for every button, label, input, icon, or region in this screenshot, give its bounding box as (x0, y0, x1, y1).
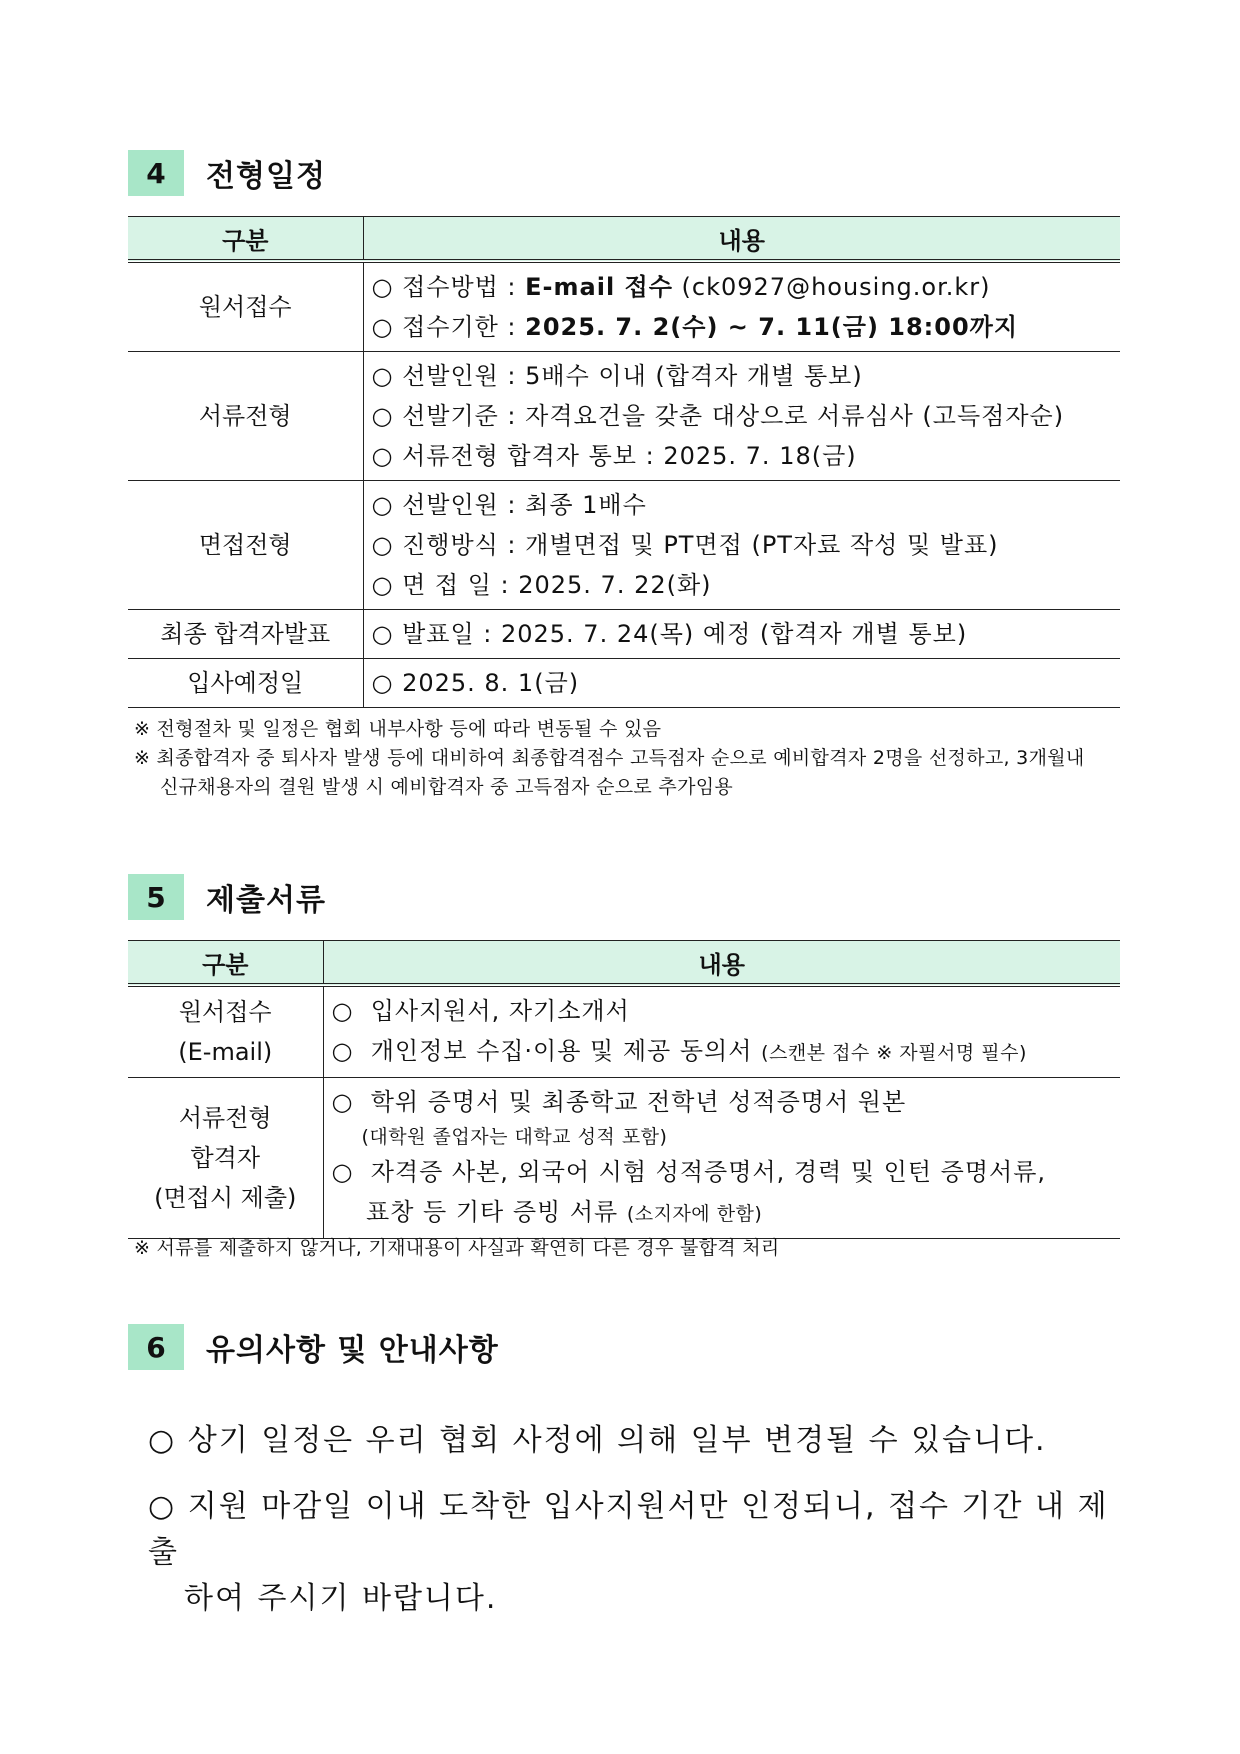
content-line (372, 396, 1121, 436)
column-header-category: 구분 (128, 941, 323, 986)
row-category (128, 985, 323, 1078)
text-segment: ○ 학위 증명서 및 최종학교 전학년 성적증명서 원본 (331, 1088, 907, 1116)
text-segment: (소지자에 한함) (626, 1203, 763, 1225)
category-line: 서류전형 (178, 1104, 272, 1132)
row-content (363, 659, 1120, 708)
row-content (363, 261, 1120, 352)
notice-item (148, 1418, 1128, 1464)
row-content (363, 610, 1120, 659)
table-row (128, 1078, 1120, 1239)
row-category: 최종 합격자발표 (128, 610, 363, 659)
row-category: 원서접수 (128, 261, 363, 352)
note-item (134, 744, 1124, 802)
column-header-content: 내용 (323, 941, 1120, 986)
content-line (332, 1192, 1121, 1234)
table-row (128, 261, 1120, 352)
section-title: 유의사항 및 안내사항 (206, 1333, 499, 1368)
row-category: 서류전형 (128, 352, 363, 481)
text-segment: ○ 진행방식 : 개별면접 및 PT면접 (PT자료 작성 및 발표) (371, 531, 999, 559)
row-content (363, 352, 1120, 481)
text-segment: ○ 선발인원 : 최종 1배수 (371, 491, 647, 519)
text-segment: ○ 선발인원 : 5배수 이내 (합격자 개별 통보) (371, 362, 863, 390)
schedule-notes (134, 715, 1124, 802)
category-line: 합격자 (190, 1144, 261, 1172)
content-line (372, 525, 1121, 565)
table-row (128, 352, 1120, 481)
text-segment: ○ 접수기한 : (371, 313, 526, 341)
table-row (128, 610, 1120, 659)
content-line (332, 1082, 1121, 1122)
text-segment: ○ 발표일 : 2025. 7. 24(목) 예정 (합격자 개별 통보) (371, 620, 968, 648)
section-4-heading (128, 150, 326, 196)
text-segment: ○ 면 접 일 : 2025. 7. 22(화) (371, 571, 712, 599)
row-category (128, 1078, 323, 1239)
note-item (134, 1234, 1124, 1263)
column-header-category: 구분 (128, 217, 363, 262)
row-content (323, 1078, 1120, 1239)
text-segment: ○ 접수방법 : (371, 273, 526, 301)
text-segment: 표창 등 기타 증빙 서류 (331, 1198, 627, 1226)
content-subnote: (대학원 졸업자는 대학교 성적 포함) (361, 1126, 668, 1148)
category-line: (면접시 제출) (154, 1184, 297, 1212)
text-segment: ○ 입사지원서, 자기소개서 (331, 997, 630, 1025)
note-text: ※ 전형절차 및 일정은 협회 내부사항 등에 따라 변동될 수 있음 (134, 718, 662, 740)
category-line: (E-mail) (178, 1038, 273, 1066)
section-title: 전형일정 (206, 159, 326, 194)
section-title: 제출서류 (206, 883, 326, 918)
content-line (372, 356, 1121, 396)
content-line (372, 267, 1121, 307)
notice-continuation: 하여 주시기 바랍니다. (184, 1581, 498, 1616)
section-5-heading (128, 874, 326, 920)
notice-item (148, 1484, 1128, 1622)
text-segment: ○ 서류전형 합격자 통보 : 2025. 7. 18(금) (371, 442, 857, 470)
text-segment: ○ 2025. 8. 1(금) (371, 669, 580, 697)
notice-text: ○ 상기 일정은 우리 협회 사정에 의해 일부 변경될 수 있습니다. (148, 1423, 1047, 1458)
row-content (363, 481, 1120, 610)
content-line (332, 991, 1121, 1031)
notice-text: ○ 지원 마감일 이내 도착한 입사지원서만 인정되니, 접수 기간 내 제출 (148, 1489, 1109, 1570)
table-row (128, 985, 1120, 1078)
section-number: 6 (128, 1324, 184, 1370)
row-category: 면접전형 (128, 481, 363, 610)
content-line (372, 485, 1121, 525)
schedule-table (128, 216, 1120, 708)
text-segment: (스캔본 접수 ※ 자필서명 필수) (761, 1042, 1027, 1064)
note-text: ※ 최종합격자 중 퇴사자 발생 등에 대비하여 최종합격점수 고득점자 순으로 예비합격자 2명을 선정하고, 3개월내 (134, 747, 1085, 769)
note-continuation: 신규채용자의 결원 발생 시 예비합격자 중 고득점자 순으로 추가임용 (160, 776, 734, 798)
row-content (323, 985, 1120, 1078)
section-number: 4 (128, 150, 184, 196)
documents-notes (134, 1234, 1124, 1263)
column-header-content: 내용 (363, 217, 1120, 262)
content-line (372, 436, 1121, 476)
text-segment: (ck0927@housing.or.kr) (672, 273, 991, 301)
content-line (372, 565, 1121, 605)
table-row (128, 481, 1120, 610)
text-segment: ○ 자격증 사본, 외국어 시험 성적증명서, 경력 및 인턴 증명서류, (331, 1158, 1047, 1186)
notice-list (148, 1418, 1128, 1642)
text-segment: ○ 선발기준 : 자격요건을 갖춘 대상으로 서류심사 (고득점자순) (371, 402, 1065, 430)
content-line (372, 663, 1121, 703)
content-line (332, 1031, 1121, 1073)
section-number: 5 (128, 874, 184, 920)
table-row (128, 659, 1120, 708)
note-text: ※ 서류를 제출하지 않거나, 기재내용이 사실과 확연히 다른 경우 불합격 처리 (134, 1237, 780, 1259)
row-category: 입사예정일 (128, 659, 363, 708)
note-item (134, 715, 1124, 744)
text-segment: 2025. 7. 2(수) ~ 7. 11(금) 18:00까지 (525, 313, 1019, 341)
content-line (332, 1152, 1121, 1192)
text-segment: ○ 개인정보 수집·이용 및 제공 동의서 (331, 1037, 762, 1065)
text-segment: E-mail 접수 (525, 273, 673, 301)
documents-table (128, 940, 1120, 1239)
section-6-heading (128, 1324, 499, 1370)
category-line: 원서접수 (178, 998, 272, 1026)
content-line (372, 614, 1121, 654)
content-line (372, 307, 1121, 347)
